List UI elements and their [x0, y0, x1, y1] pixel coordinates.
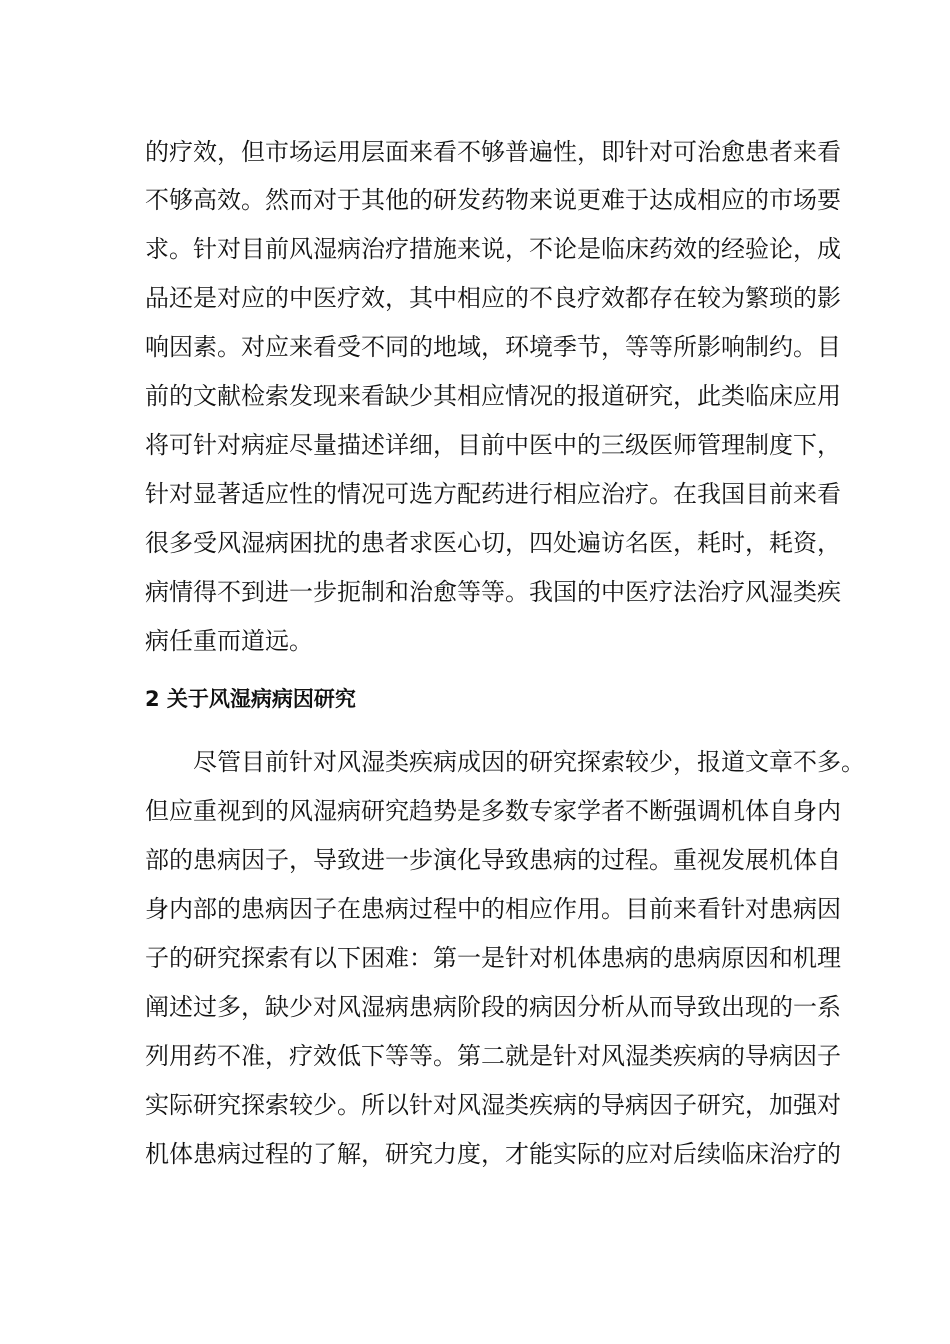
- text-line: 前的文献检索发现来看缺少其相应情况的报道研究，此类临床应用: [145, 382, 841, 410]
- text-line: 子的研究探索有以下困难：第一是针对机体患病的患病原因和机理: [145, 944, 841, 972]
- text-line: 病情得不到进一步扼制和治愈等等。我国的中医疗法治疗风湿类疾: [145, 578, 841, 606]
- text-line: 很多受风湿病困扰的患者求医心切，四处遍访名医，耗时，耗资，: [145, 529, 841, 557]
- text-line: 的疗效，但市场运用层面来看不够普遍性，即针对可治愈患者来看: [145, 138, 841, 166]
- text-line: 实际研究探索较少。所以针对风湿类疾病的导病因子研究，加强对: [145, 1091, 841, 1119]
- text-line: 部的患病因子，导致进一步演化导致患病的过程。重视发展机体自: [145, 846, 841, 874]
- text-line: 品还是对应的中医疗效，其中相应的不良疗效都存在较为繁琐的影: [145, 284, 841, 312]
- text-line: 将可针对病症尽量描述详细，目前中医中的三级医师管理制度下，: [145, 431, 841, 459]
- text-line: 不够高效。然而对于其他的研发药物来说更难于达成相应的市场要: [145, 186, 841, 214]
- text-line: 列用药不准，疗效低下等等。第二就是针对风湿类疾病的导病因子: [145, 1042, 841, 1070]
- text-line: 病任重而道远。: [145, 627, 313, 655]
- text-line: 但应重视到的风湿病研究趋势是多数专家学者不断强调机体自身内: [145, 797, 841, 825]
- text-line: 机体患病过程的了解，研究力度，才能实际的应对后续临床治疗的: [145, 1140, 841, 1168]
- text-line: 求。针对目前风湿病治疗措施来说，不论是临床药效的经验论，成: [145, 235, 841, 263]
- text-line: 针对显著适应性的情况可选方配药进行相应治疗。在我国目前来看: [145, 480, 841, 508]
- text-line: 响因素。对应来看受不同的地域，环境季节，等等所影响制约。目: [145, 333, 841, 361]
- text-line: 阐述过多，缺少对风湿病患病阶段的病因分析从而导致出现的一系: [145, 993, 841, 1021]
- text-line: 尽管目前针对风湿类疾病成因的研究探索较少，报道文章不多。: [193, 748, 865, 776]
- text-line: 身内部的患病因子在患病过程中的相应作用。目前来看针对患病因: [145, 895, 841, 923]
- section-heading: 2 关于风湿病病因研究: [145, 687, 356, 711]
